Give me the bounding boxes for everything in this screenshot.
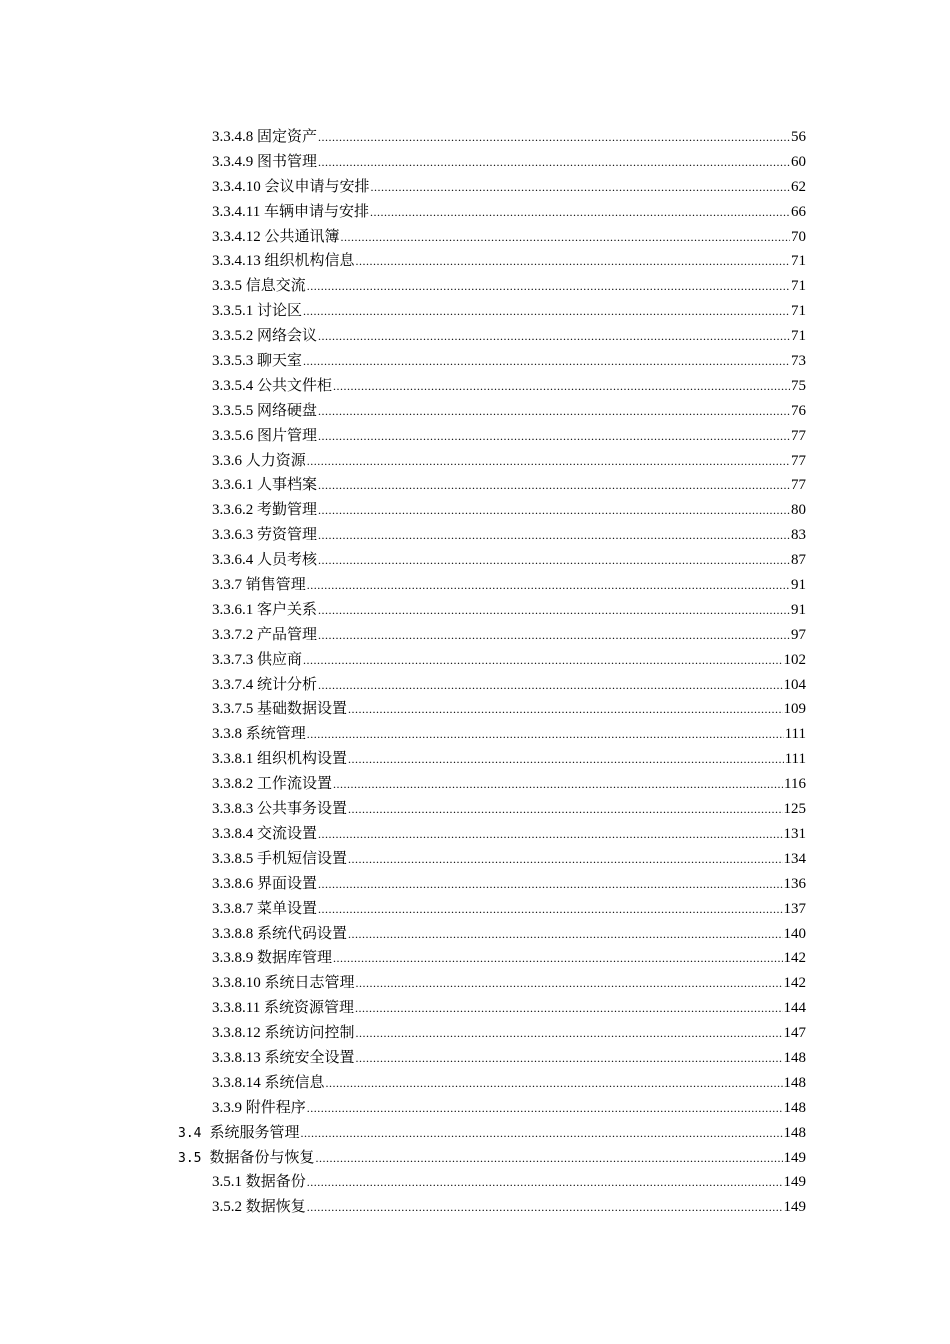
toc-dot-leader <box>318 598 790 623</box>
toc-entry[interactable] <box>0 747 806 772</box>
toc-dot-leader <box>348 797 782 822</box>
toc-entry-title: 工作流设置 <box>257 776 333 793</box>
toc-dot-leader <box>326 1071 783 1096</box>
toc-entry-number: 3.3.6.1 <box>212 477 254 494</box>
toc-page-number: 148 <box>783 1049 806 1066</box>
toc-entry[interactable] <box>0 349 806 374</box>
toc-entry[interactable] <box>0 623 806 648</box>
toc-dot-leader <box>333 772 783 797</box>
toc-page-number: 83 <box>791 527 806 544</box>
toc-entry-number: 3.3.4.11 <box>212 203 261 220</box>
toc-page-number: 148 <box>783 1099 806 1116</box>
toc-entry-label <box>212 971 355 996</box>
toc-entry-label <box>212 797 347 822</box>
toc-entry-title: 客户关系 <box>257 601 318 618</box>
toc-dot-leader <box>307 1170 783 1195</box>
toc-dot-leader <box>348 747 784 772</box>
toc-page-number: 149 <box>783 1149 806 1166</box>
toc-dot-leader <box>318 150 790 175</box>
toc-dot-leader <box>303 299 790 324</box>
toc-page-number: 71 <box>791 278 806 295</box>
toc-page-number: 80 <box>791 502 806 519</box>
toc-entry[interactable] <box>0 971 806 996</box>
toc-entry[interactable] <box>0 772 806 797</box>
toc-dot-leader <box>356 971 783 996</box>
toc-dot-leader <box>318 822 782 847</box>
toc-entry-title: 车辆申请与安排 <box>263 203 369 220</box>
toc-entry-label <box>212 573 306 598</box>
toc-page-number: 111 <box>784 726 806 743</box>
toc-entry[interactable] <box>0 200 806 225</box>
toc-entry-label <box>212 498 317 523</box>
toc-page-number: 62 <box>791 178 806 195</box>
toc-entry-label <box>212 722 306 747</box>
toc-entry[interactable] <box>0 1096 806 1121</box>
toc-entry[interactable] <box>0 946 806 971</box>
toc-entry-number: 3.3.5.3 <box>212 353 254 370</box>
toc-page-number: 142 <box>783 975 806 992</box>
toc-entry-number: 3.3.8.7 <box>212 900 254 917</box>
toc-entry-label <box>178 1146 315 1172</box>
toc-entry[interactable] <box>0 822 806 847</box>
toc-entry-label <box>178 1121 300 1147</box>
toc-entry-label <box>212 225 340 250</box>
toc-entry[interactable] <box>0 548 806 573</box>
toc-entry-label <box>212 648 302 673</box>
toc-entry-title: 劳资管理 <box>257 527 318 544</box>
toc-page-number: 147 <box>783 1025 806 1042</box>
toc-entry-label <box>212 1021 355 1046</box>
toc-dot-leader <box>333 374 790 399</box>
toc-entry-title: 系统服务管理 <box>209 1124 300 1141</box>
toc-page-number: 97 <box>791 626 806 643</box>
toc-entry-label <box>212 1195 306 1220</box>
toc-entry[interactable] <box>0 598 806 623</box>
toc-page-number: 104 <box>783 676 806 693</box>
toc-entry[interactable] <box>0 648 806 673</box>
toc-dot-leader <box>318 673 782 698</box>
toc-entry-title: 人事档案 <box>257 477 318 494</box>
toc-entry-number: 3.3.4.9 <box>212 153 254 170</box>
toc-dot-leader <box>307 449 790 474</box>
toc-page-number: 148 <box>783 1074 806 1091</box>
toc-dot-leader <box>318 523 790 548</box>
toc-entry[interactable] <box>0 922 806 947</box>
toc-page-number: 73 <box>791 353 806 370</box>
toc-page-number: 140 <box>783 925 806 942</box>
toc-page-number: 71 <box>791 328 806 345</box>
toc-dot-leader <box>318 872 782 897</box>
toc-entry-title: 组织机构信息 <box>264 253 355 270</box>
toc-entry-number: 3.3.8.2 <box>212 776 254 793</box>
toc-entry-number: 3.3.6.2 <box>212 502 254 519</box>
toc-page-number: 77 <box>791 477 806 494</box>
toc-page-number: 71 <box>791 253 806 270</box>
toc-entry-title: 讨论区 <box>257 303 303 320</box>
toc-entry-label <box>212 200 369 225</box>
toc-dot-leader <box>318 473 790 498</box>
toc-entry-label <box>212 324 317 349</box>
toc-dot-leader <box>348 697 782 722</box>
toc-dot-leader <box>318 548 790 573</box>
toc-dot-leader <box>316 1146 783 1171</box>
toc-dot-leader <box>307 722 784 747</box>
toc-entry[interactable] <box>0 523 806 548</box>
toc-entry-number: 3.5.2 <box>212 1199 242 1216</box>
toc-entry-title: 系统管理 <box>245 726 306 743</box>
toc-dot-leader <box>307 274 790 299</box>
toc-page-number: 70 <box>791 228 806 245</box>
toc-entry[interactable] <box>0 573 806 598</box>
toc-page-number: 131 <box>783 825 806 842</box>
toc-entry[interactable] <box>0 274 806 299</box>
toc-entry-title: 界面设置 <box>257 875 318 892</box>
toc-entry[interactable] <box>0 1046 806 1071</box>
toc-entry-label <box>212 1170 306 1195</box>
toc-entry-label <box>212 623 317 648</box>
toc-entry-title: 网络硬盘 <box>257 402 318 419</box>
toc-page-number: 91 <box>791 577 806 594</box>
toc-entry[interactable] <box>0 797 806 822</box>
toc-entry-number: 3.3.6.3 <box>212 527 254 544</box>
toc-page-number: 109 <box>783 701 806 718</box>
toc-entry-title: 系统信息 <box>264 1074 325 1091</box>
toc-entry-label <box>212 374 332 399</box>
toc-dot-leader <box>370 200 790 225</box>
toc-entry-number: 3.3.6.4 <box>212 552 254 569</box>
toc-entry-title: 统计分析 <box>257 676 318 693</box>
toc-entry-number: 3.3.7.2 <box>212 626 254 643</box>
toc-entry-number: 3.3.8.4 <box>212 825 254 842</box>
toc-entry-title: 系统安全设置 <box>264 1049 355 1066</box>
toc-entry[interactable] <box>0 473 806 498</box>
toc-entry-number: 3.3.8 <box>212 726 242 743</box>
toc-entry-label <box>212 1046 355 1071</box>
toc-entry-number: 3.3.8.14 <box>212 1074 261 1091</box>
toc-dot-leader <box>301 1121 783 1146</box>
toc-page-number: 149 <box>783 1199 806 1216</box>
toc-entry-label <box>212 473 317 498</box>
toc-entry-title: 信息交流 <box>245 278 306 295</box>
toc-entry-number: 3.3.6 <box>212 452 242 469</box>
toc-page-number: 66 <box>791 203 806 220</box>
toc-dot-leader <box>348 847 782 872</box>
toc-dot-leader <box>318 623 790 648</box>
toc-entry[interactable] <box>0 399 806 424</box>
toc-entry[interactable] <box>0 722 806 747</box>
toc-page-number: 76 <box>791 402 806 419</box>
toc-page-number: 77 <box>791 452 806 469</box>
toc-entry-title: 图书管理 <box>257 153 318 170</box>
toc-dot-leader <box>348 922 782 947</box>
toc-entry[interactable] <box>0 225 806 250</box>
toc-entry[interactable] <box>0 299 806 324</box>
toc-entry-number: 3.3.8.3 <box>212 801 254 818</box>
toc-entry-title: 销售管理 <box>245 577 306 594</box>
toc-entry-label <box>212 946 332 971</box>
toc-entry-title: 系统日志管理 <box>264 975 355 992</box>
toc-page-number: 142 <box>783 950 806 967</box>
toc-page-number: 102 <box>783 651 806 668</box>
toc-entry[interactable] <box>0 175 806 200</box>
toc-entry-label <box>212 548 317 573</box>
toc-entry-label <box>212 872 317 897</box>
toc-dot-leader <box>318 399 790 424</box>
toc-dot-leader <box>356 1021 783 1046</box>
toc-dot-leader <box>356 1046 783 1071</box>
toc-entry-label <box>212 449 306 474</box>
toc-entry-title: 固定资产 <box>257 129 318 145</box>
toc-page-number: 136 <box>783 875 806 892</box>
toc-entry-number: 3.3.5.2 <box>212 328 254 345</box>
toc-dot-leader <box>318 424 790 449</box>
toc-entry-label <box>212 125 317 150</box>
toc-entry-label <box>212 349 302 374</box>
toc-dot-leader <box>307 1195 783 1220</box>
toc-page-number: 134 <box>783 850 806 867</box>
toc-entry-number: 3.3.8.9 <box>212 950 254 967</box>
toc-entry-number: 3.3.8.6 <box>212 875 254 892</box>
toc-entry-label <box>212 822 317 847</box>
toc-entry-number: 3.3.8.10 <box>212 975 261 992</box>
toc-entry-label <box>212 922 347 947</box>
toc-entry[interactable] <box>0 1146 806 1171</box>
toc-entry[interactable] <box>0 673 806 698</box>
toc-dot-leader <box>318 897 782 922</box>
toc-entry-number: 3.3.5.6 <box>212 427 254 444</box>
toc-entry-number: 3.3.7 <box>212 577 242 594</box>
toc-page-number: 148 <box>783 1124 806 1141</box>
toc-dot-leader <box>318 125 790 150</box>
toc-entry[interactable] <box>0 697 806 722</box>
toc-entry[interactable] <box>0 449 806 474</box>
toc-page-number: 56 <box>791 129 806 145</box>
toc-entry-title: 附件程序 <box>245 1099 306 1116</box>
toc-page-number: 91 <box>791 601 806 618</box>
toc-entry-title: 数据备份 <box>245 1174 306 1191</box>
toc-dot-leader <box>307 573 790 598</box>
toc-entry-number: 3.5 <box>178 1150 202 1166</box>
toc-dot-leader <box>341 225 790 250</box>
toc-entry-number: 3.3.8.1 <box>212 751 254 768</box>
toc-entry[interactable] <box>0 897 806 922</box>
toc-entry-label <box>212 399 317 424</box>
toc-entry-label <box>212 150 317 175</box>
toc-entry-title: 数据库管理 <box>257 950 333 967</box>
toc-page-number: 144 <box>783 1000 806 1017</box>
toc-entry-number: 3.3.8.8 <box>212 925 254 942</box>
toc-entry[interactable] <box>0 1121 806 1146</box>
toc-entry[interactable] <box>0 1170 806 1195</box>
toc-entry-number: 3.3.8.11 <box>212 1000 261 1017</box>
toc-entry-title: 组织机构设置 <box>257 751 348 768</box>
toc-entry-title: 公共事务设置 <box>257 801 348 818</box>
toc-entry-title: 数据备份与恢复 <box>209 1149 315 1166</box>
toc-entry[interactable] <box>0 498 806 523</box>
toc-entry[interactable] <box>0 1195 806 1220</box>
toc-entry-label <box>212 897 317 922</box>
toc-dot-leader <box>307 1096 783 1121</box>
toc-entry-title: 菜单设置 <box>257 900 318 917</box>
toc-dot-leader <box>318 498 790 523</box>
toc-entry-label <box>212 274 306 299</box>
table-of-contents <box>0 125 950 1220</box>
toc-entry-title: 网络会议 <box>257 328 318 345</box>
toc-entry[interactable] <box>0 1021 806 1046</box>
toc-entry-title: 公共文件柜 <box>257 377 333 394</box>
toc-entry-title: 会议申请与安排 <box>264 178 370 195</box>
toc-entry[interactable] <box>0 249 806 274</box>
toc-entry[interactable] <box>0 847 806 872</box>
toc-entry-number: 3.3.5.4 <box>212 377 254 394</box>
toc-entry-label <box>212 1071 325 1096</box>
toc-entry-label <box>212 299 302 324</box>
toc-entry-label <box>212 772 332 797</box>
toc-entry[interactable] <box>0 374 806 399</box>
toc-entry-label <box>212 673 317 698</box>
toc-entry[interactable] <box>0 324 806 349</box>
toc-page-number: 111 <box>784 751 806 768</box>
toc-entry-number: 3.3.8.12 <box>212 1025 261 1042</box>
toc-dot-leader <box>318 324 790 349</box>
toc-dot-leader <box>333 946 782 971</box>
toc-entry-title: 产品管理 <box>257 626 318 643</box>
toc-entry[interactable] <box>0 125 806 150</box>
toc-entry-label <box>212 747 347 772</box>
toc-entry-title: 系统访问控制 <box>264 1025 355 1042</box>
toc-entry-label <box>212 996 354 1021</box>
toc-page-number: 77 <box>791 427 806 444</box>
toc-entry-number: 3.3.7.5 <box>212 701 254 718</box>
toc-entry-number: 3.3.7.4 <box>212 676 254 693</box>
toc-page-number: 87 <box>791 552 806 569</box>
toc-page-number: 116 <box>784 776 806 793</box>
toc-entry-label <box>212 697 347 722</box>
toc-page-number: 60 <box>791 153 806 170</box>
toc-entry-label <box>212 598 317 623</box>
toc-entry-number: 3.3.5 <box>212 278 242 295</box>
toc-entry[interactable] <box>0 872 806 897</box>
toc-entry[interactable] <box>0 150 806 175</box>
toc-entry[interactable] <box>0 1071 806 1096</box>
toc-entry[interactable] <box>0 424 806 449</box>
toc-entry-number: 3.3.4.13 <box>212 253 261 270</box>
toc-entry-title: 公共通讯簿 <box>264 228 340 245</box>
toc-dot-leader <box>303 648 782 673</box>
toc-entry-title: 考勤管理 <box>257 502 318 519</box>
toc-page-number: 137 <box>783 900 806 917</box>
toc-entry-number: 3.3.4.10 <box>212 178 261 195</box>
toc-entry-title: 图片管理 <box>257 427 318 444</box>
toc-entry-title: 供应商 <box>257 651 303 668</box>
toc-entry-label <box>212 249 355 274</box>
toc-entry-number: 3.4 <box>178 1125 202 1141</box>
toc-entry-number: 3.3.4.12 <box>212 228 261 245</box>
toc-entry-title: 人力资源 <box>245 452 306 469</box>
toc-entry-label <box>212 847 347 872</box>
toc-entry-label <box>212 175 370 200</box>
toc-page-number: 71 <box>791 303 806 320</box>
toc-entry-title: 系统代码设置 <box>257 925 348 942</box>
toc-page-number: 75 <box>791 377 806 394</box>
toc-entry-number: 3.3.9 <box>212 1099 242 1116</box>
toc-entry-title: 聊天室 <box>257 353 303 370</box>
toc-entry-title: 基础数据设置 <box>257 701 348 718</box>
toc-entry-title: 交流设置 <box>257 825 318 842</box>
toc-dot-leader <box>371 175 790 200</box>
toc-dot-leader <box>303 349 790 374</box>
toc-dot-leader <box>356 249 790 274</box>
toc-entry-number: 3.3.6.1 <box>212 601 254 618</box>
toc-entry-label <box>212 523 317 548</box>
toc-entry-label <box>212 424 317 449</box>
toc-entry-title: 手机短信设置 <box>257 850 348 867</box>
toc-page-number: 149 <box>783 1174 806 1191</box>
toc-entry[interactable] <box>0 996 806 1021</box>
toc-entry-number: 3.3.4.8 <box>212 129 254 145</box>
toc-entry-number: 3.3.5.1 <box>212 303 254 320</box>
toc-entry-label <box>212 1096 306 1121</box>
toc-entry-title: 人员考核 <box>257 552 318 569</box>
toc-entry-title: 系统资源管理 <box>263 1000 354 1017</box>
toc-page-number: 125 <box>783 801 806 818</box>
toc-dot-leader <box>355 996 783 1021</box>
toc-entry-title: 数据恢复 <box>245 1199 306 1216</box>
toc-entry-number: 3.3.5.5 <box>212 402 254 419</box>
toc-entry-number: 3.3.8.13 <box>212 1049 261 1066</box>
toc-entry-number: 3.3.7.3 <box>212 651 254 668</box>
toc-entry-number: 3.5.1 <box>212 1174 242 1191</box>
toc-entry-number: 3.3.8.5 <box>212 850 254 867</box>
